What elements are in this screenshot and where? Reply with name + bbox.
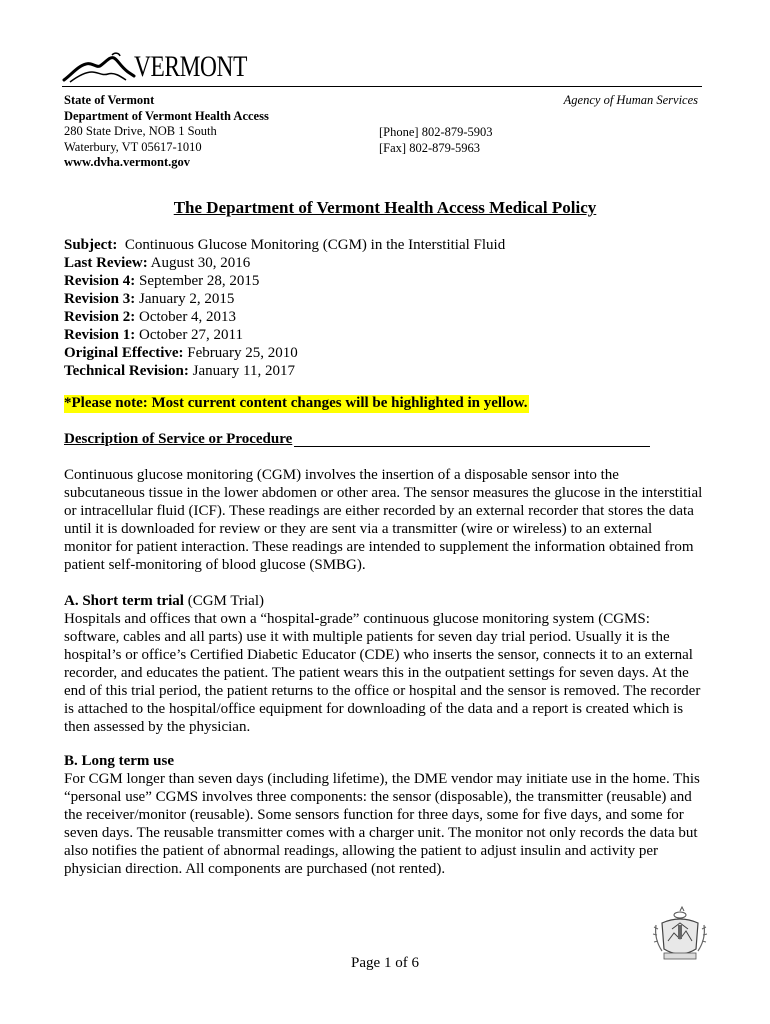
meta-label: Last Review:: [64, 255, 148, 271]
section-a-title: A. Short term trial: [64, 593, 184, 609]
text-line: patient self-monitoring of blood glucose (SMBG).: [64, 557, 366, 573]
section-a: [64, 592, 714, 736]
address-line: 280 State Drive, NOB 1 South: [64, 124, 217, 138]
policy-meta: [64, 236, 505, 380]
text-line: hospital’s or office’s Certified Diabetic Educator (CDE) who inserts the sensor, connects it to an external: [64, 647, 693, 663]
vermont-logo: [62, 48, 262, 88]
meta-value: January 11, 2017: [188, 363, 295, 379]
section-a-heading: [64, 592, 714, 610]
page-number: Page 1 of 6: [351, 955, 419, 971]
text-line: monitor for patient interaction. These readings are intended to supplement the information obtained from: [64, 539, 694, 555]
meta-value: October 27, 2011: [135, 327, 244, 343]
header-rule: [62, 86, 702, 87]
text-line: “personal use” CGMS involves three components: the sensor (disposable), the transmitter (reusable) and: [64, 789, 692, 805]
meta-value: September 28, 2015: [135, 273, 260, 289]
contact-block: [379, 125, 493, 156]
meta-label: Revision 4:: [64, 273, 136, 289]
meta-value: January 2, 2015: [135, 291, 235, 307]
meta-value: October 4, 2013: [135, 309, 237, 325]
text-line: also notifies the patient of abnormal readings, allowing the patient to adjust insulin and activity per: [64, 843, 659, 859]
text-line: subcutaneous tissue in the lower abdomen or other area. The sensor measures the glucose in the interstitial: [64, 485, 703, 501]
highlight-note: *Please note: Most current content changes will be highlighted in yellow.: [64, 395, 528, 411]
address-line: Waterbury, VT 05617-1010: [64, 139, 202, 154]
meta-row-original-effective: [64, 344, 505, 362]
meta-row-technical-revision: [64, 362, 505, 380]
meta-row-revision-1: [64, 326, 505, 344]
section-heading: Description of Service or Procedure: [64, 431, 293, 447]
meta-label: Revision 1:: [64, 327, 136, 343]
meta-label: Original Effective:: [64, 345, 184, 361]
text-line: For CGM longer than seven days (including lifetime), the DME vendor may initiate use in the home. This: [64, 771, 700, 787]
text-line: seven days. The reusable transmitter comes with a charger unit. The monitor not only records the data but: [64, 825, 698, 841]
org-line: State of Vermont: [64, 93, 155, 107]
website-link[interactable]: www.dvha.vermont.gov: [64, 155, 191, 169]
meta-row-subject: [64, 236, 505, 254]
meta-row-revision-2: [64, 308, 505, 326]
text-line: physician direction. All components are purchased (not rented).: [64, 861, 446, 877]
org-line: Department of Vermont Health Access: [64, 108, 269, 123]
meta-row-revision-3: [64, 290, 505, 308]
text-line: end of this trial period, the patient returns to the office or hospital and the sensor is removed. The recorder: [64, 683, 701, 699]
text-line: or intracellular fluid (ICF). These readings are either recorded by an external recorder that stores the data: [64, 503, 694, 519]
text-line: Continuous glucose monitoring (CGM) involves the insertion of a disposable sensor into the: [64, 467, 619, 483]
section-b: [64, 752, 714, 878]
phone-number: [Phone] 802-879-5903: [379, 125, 493, 139]
meta-value: February 25, 2010: [183, 345, 298, 361]
meta-label: Subject:: [64, 237, 118, 253]
text-line: recorder, and educates the patient. The patient wears this in the outpatient settings for seven days. At the: [64, 665, 689, 681]
meta-value: August 30, 2016: [147, 255, 251, 271]
meta-row-last-review: [64, 254, 505, 272]
meta-label: Revision 2:: [64, 309, 136, 325]
sender-address-block: [64, 93, 269, 171]
meta-row-revision-4: [64, 272, 505, 290]
agency-name: Agency of Human Services: [563, 93, 698, 107]
text-line: is attached to the hospital/office equipment for downloading of the data and a report is created which is: [64, 701, 684, 717]
text-line: then assessed by the physician.: [64, 719, 251, 735]
text-line: until it is downloaded for review or they are sent via a transmitter (wire or wireless) to an external: [64, 521, 653, 537]
text-line: Hospitals and offices that own a “hospital-grade” continuous glucose monitoring system (CGMS:: [64, 611, 650, 627]
text-line: software, cables and all parts) use it with multiple patients for seven day trial period. Usually it is the: [64, 629, 670, 645]
section-b-heading: B. Long term use: [64, 753, 174, 769]
section-a-subtitle: (CGM Trial): [183, 593, 264, 609]
meta-label: Revision 3:: [64, 291, 136, 307]
fax-number: [Fax] 802-879-5963: [379, 140, 481, 155]
logo-wordmark: VERMONT: [134, 50, 247, 83]
section-heading-underline: [294, 446, 650, 447]
document-title: The Department of Vermont Health Access Medical Policy: [173, 198, 597, 217]
meta-value: Continuous Glucose Monitoring (CGM) in the Interstitial Fluid: [117, 237, 506, 253]
text-line: the receiver/monitor (reusable). Some sensors function for three days, some for five days, and some for: [64, 807, 684, 823]
description-paragraph: [64, 466, 714, 574]
vermont-mountain-logo-icon: [62, 52, 142, 84]
meta-label: Technical Revision:: [64, 363, 189, 379]
